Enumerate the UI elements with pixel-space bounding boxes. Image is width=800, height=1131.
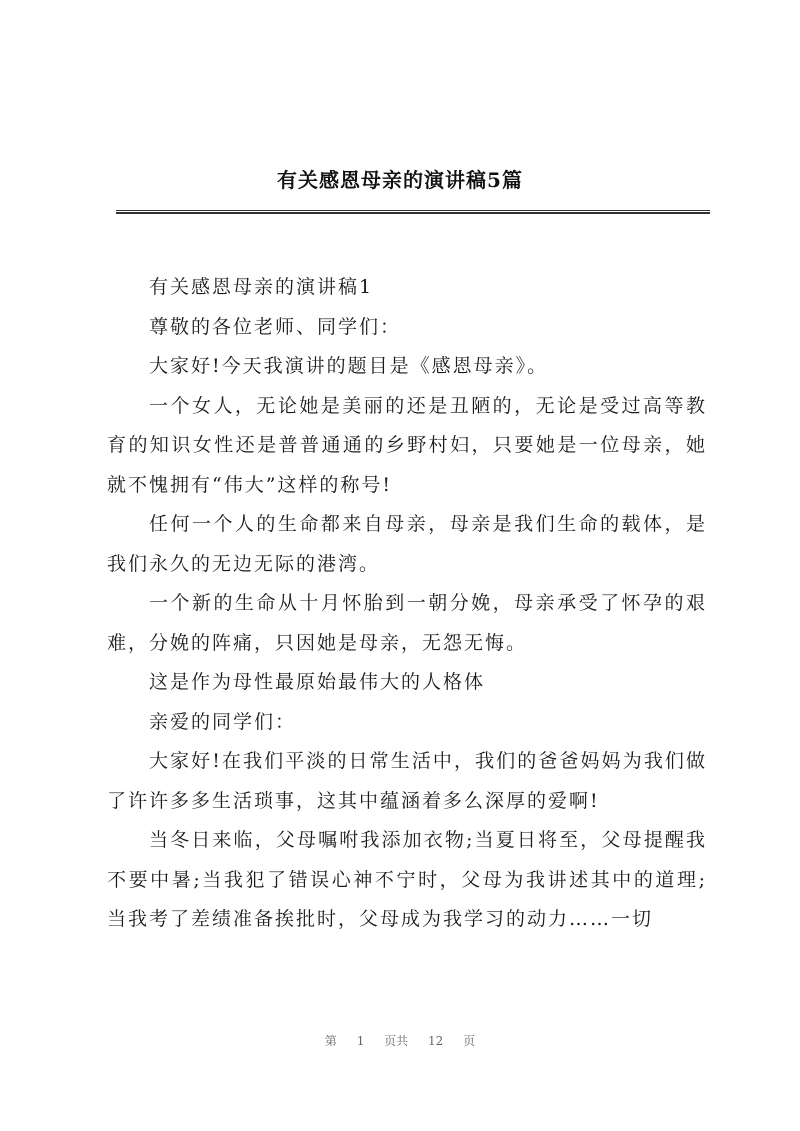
paragraph: 一个新的生命从十月怀胎到一朝分娩，母亲承受了怀孕的艰难，分娩的阵痛，只因她是母亲，无怨无悔。 [107,592,707,654]
page-footer [0,1032,800,1049]
paragraph: 大家好!今天我演讲的题目是《感恩母亲》。 [149,355,549,377]
paragraph: 亲爱的同学们： [149,710,297,733]
paragraph: 尊敬的各位老师、同学们： [149,315,402,338]
footer-total-pages: 12 [428,1034,444,1048]
footer-label-pages: 页 [463,1034,476,1048]
paragraph: 任何一个人的生命都来自母亲，母亲是我们生命的载体，是我们永久的无边无际的港湾。 [107,513,707,575]
paragraph: 有关感恩母亲的演讲稿1 [149,276,374,298]
paragraph: 这是作为母性最原始最伟大的人格体 [149,671,486,693]
footer-current-page: 1 [356,1034,365,1048]
document-title: 有关感恩母亲的演讲稿5篇 [277,168,523,192]
footer-label-page: 第 [324,1034,337,1048]
footer-label-of: 页共 [384,1034,409,1048]
paragraph: 一个女人，无论她是美丽的还是丑陋的，无论是受过高等教育的知识女性还是普普通通的乡野村妇，只要她是一位母亲，她就不愧拥有“伟大”这样的称号! [107,394,707,496]
document-body [107,268,707,940]
paragraph: 当冬日来临，父母嘱咐我添加衣物;当夏日将至，父母提醒我不要中暑;当我犯了错误心神不宁时，父母为我讲述其中的道理;当我考了差绩准备挨批时，父母成为我学习的动力……一切 [107,829,707,930]
paragraph: 大家好!在我们平淡的日常生活中，我们的爸爸妈妈为我们做了许许多多生活琐事，这其中蕴涵着多么深厚的爱啊! [107,750,707,812]
title-divider [116,210,710,214]
